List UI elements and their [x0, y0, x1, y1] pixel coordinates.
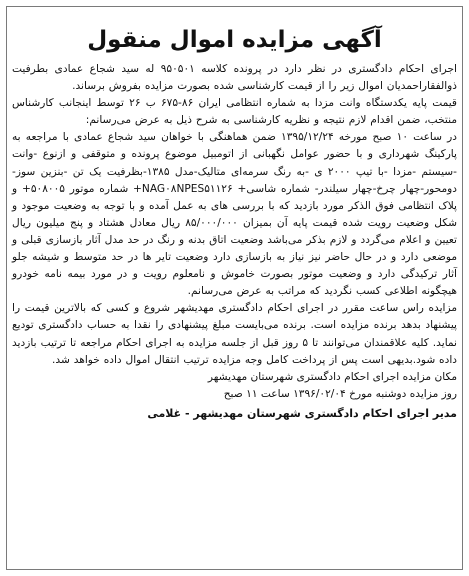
- notice-title: آگهی مزایده اموال منقول: [87, 27, 382, 53]
- expert-report-paragraph: در ساعت ۱۰ صبح مورخه ۱۳۹۵/۱۲/۲۴ ضمن هماهنگی با خواهان سید شجاع عمادی با مراجعه به پارکینگ شهرداری و با حضور عوامل نگهبانی از اتومبیل موضوع پرونده و متوقفی و ازنوع -وانت -سیستم -مزدا -با تیپ ۲۰۰۰ ی -به رنگ سرمه‌ای متالیک-مدل ۱۳۸۵-بظرفیت یک تن -بنزین سوز-دومحور-چهار چرخ-چهار سیلندر- شماره شاسی+ NAG۰۸NPES۵۱۱۲۶+ شماره موتور ۵۰۸۰۰۵+ و پلاک انتظامی فوق الذکر مورد بازدید که با بررسی های به عمل آمده و با توجه به وضعیت موجود و شکل وضعیت رویت شده قیمت پایه آن بمیزان ۸۵/۰۰۰/۰۰۰ ریال معادل هشتاد و پنج میلیون ریال تعیین و اعلام می‌گردد و لازم بذکر می‌باشد وضعیت اتاق بدنه و رنگ در حد مدل آثار بازسازی قبلی و موضعی دارد و در حال حاضر نیز نیاز به بازسازی دارد وضعیت تایر ها در حد متوسط و شیشه جلو آثار ترکیدگی دارد و وضعیت موتور بصورت خاموش و نامعلوم رویت و در مورد بیمه نامه خودرو هیچگونه اطلاعی کسب نگردید که مراتب به عرض می‌رسانم.: [12, 131, 458, 298]
- auction-terms-paragraph: مزایده راس ساعت مقرر در اجرای احکام دادگستری مهدیشهر شروع و کسی که بالاترین قیمت را پیشنهاد بدهد برنده مزایده است. برنده می‌بایست مبلغ پیشنهادی را نقدا به حساب دادگستری تودیع نماید. کلیه علاقمندان می‌توانند تا ۵ روز قبل از جلسه مزایده به اجرای احکام مراجعه تا ترتیب بازدید داده شود.بدیهی است پس از پرداخت کامل وجه مزایده ترتیب انتقال اموال داده خواهد شد.: [12, 302, 457, 366]
- auction-date: روز مزایده دوشنبه مورخ ۱۳۹۶/۰۲/۰۴ ساعت ۱۱ صبح: [223, 387, 457, 400]
- signature-line: مدیر اجرای احکام دادگستری شهرستان مهدیشهر - غلامی: [147, 406, 457, 420]
- auction-location: مکان مزایده اجرای احکام دادگستری شهرستان مهدیشهر: [207, 370, 457, 383]
- notice-frame: [6, 6, 463, 570]
- notice-body: [12, 7, 457, 569]
- intro-paragraph: اجرای احکام دادگستری در نظر دارد در پرونده کلاسه ۹۵۰۵۰۱ له سید شجاع عمادی بطرفیت ذوالفقاراحمدیان اموال زیر را از قیمت کارشناسی شده بصورت مزایده بفروش برساند.: [12, 63, 457, 93]
- expert-intro-paragraph: قیمت پایه یکدستگاه وانت مزدا به شماره انتظامی ایران ۸۶-۶۷۵ ب ۲۶ توسط اینجانب کارشناس منتخب، ضمن اقدام لازم نتیجه و نظریه کارشناسی به شرح ذیل به عرض می‌رسانم:: [12, 97, 457, 127]
